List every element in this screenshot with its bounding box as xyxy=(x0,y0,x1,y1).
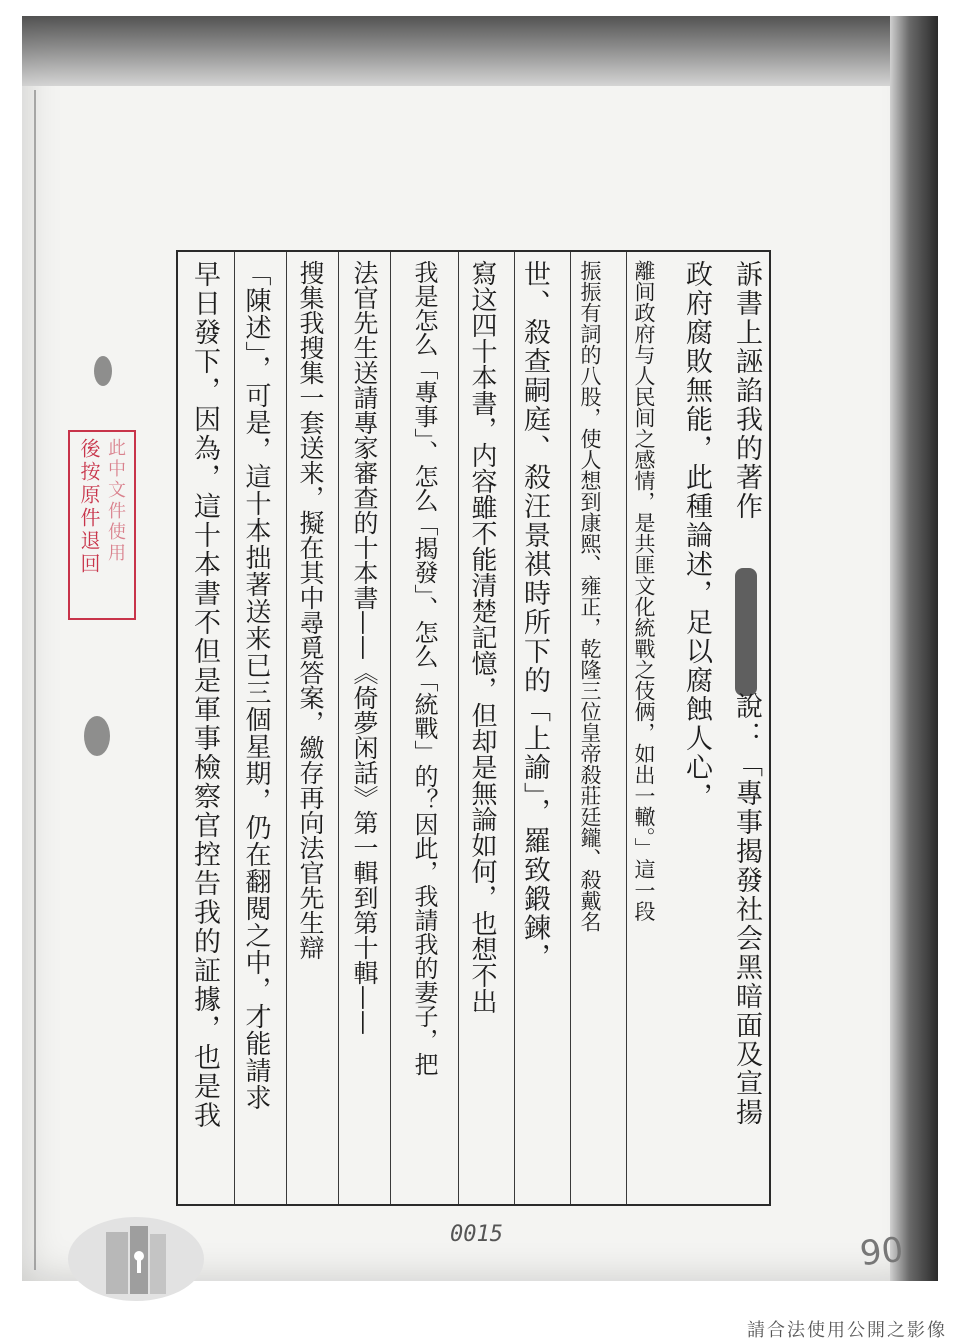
page-number: 0015 xyxy=(450,1222,503,1247)
scan-shadow-right xyxy=(890,16,938,1281)
text-column-1: 訴書上誣諂我的著作 xyxy=(731,260,762,521)
text-column-3: 政府腐敗無能，此種論述，足以腐蝕人心， xyxy=(681,260,712,811)
text-column-12: 早日發下，因為，這十本書不但是軍事檢察官控告我的証據，也是我 xyxy=(189,260,220,1130)
footer-notice: 請合法使用公開之影像 xyxy=(747,1320,947,1341)
ink-smudge xyxy=(84,716,110,756)
text-column-4: 離间政府与人民间之感情，是共匪文化統戰之伎俩，如出一轍。」這一段 xyxy=(632,260,656,922)
column-rule xyxy=(234,252,235,1204)
text-column-11: 「陳述」，可是，這十本拙著送来已三個星期，仍在翻閱之中，才能請求 xyxy=(241,260,271,1111)
column-rule xyxy=(458,252,459,1204)
text-column-8: 我是怎么「專事」、怎么「揭發」、怎么「統戰」的？因此，我請我的妻子，把 xyxy=(410,260,438,1076)
column-rule xyxy=(286,252,287,1204)
manuscript-frame xyxy=(176,250,771,1206)
archive-logo-icon xyxy=(66,1204,206,1304)
archive-stamp xyxy=(68,430,136,620)
stamp-line-right: 此中文件使用 xyxy=(105,438,126,564)
stamp-line-left: 後按原件退回 xyxy=(77,438,101,576)
ink-smudge xyxy=(94,356,112,386)
margin-line xyxy=(34,90,36,1270)
text-column-5: 振振有詞的八股，使人想到康熙、雍正，乾隆三位皇帝殺莊廷鑨、殺戴名 xyxy=(578,260,602,932)
text-column-9: 法官先生送請專家審查的十本書——《倚夢闲話》第一輯到第十輯—— xyxy=(350,260,379,1035)
scan-shadow-top xyxy=(22,16,920,86)
text-column-6: 世、殺查嗣庭、殺汪景祺時所下的「上諭」，羅致鍛鍊， xyxy=(519,260,550,972)
corner-mark: 90 xyxy=(858,1229,906,1275)
column-rule xyxy=(338,252,339,1204)
text-column-10: 搜集我搜集一套送来，擬在其中尋覓答案，繳存再向法官先生辯 xyxy=(296,260,325,960)
text-column-7: 寫这四十本書，内容雖不能清楚記憶，但却是無論如何，也想不出 xyxy=(467,260,497,1014)
text-column-2: 說：「專事揭發社会黑暗面及宣揚 xyxy=(731,692,762,1127)
column-rule xyxy=(390,252,391,1204)
